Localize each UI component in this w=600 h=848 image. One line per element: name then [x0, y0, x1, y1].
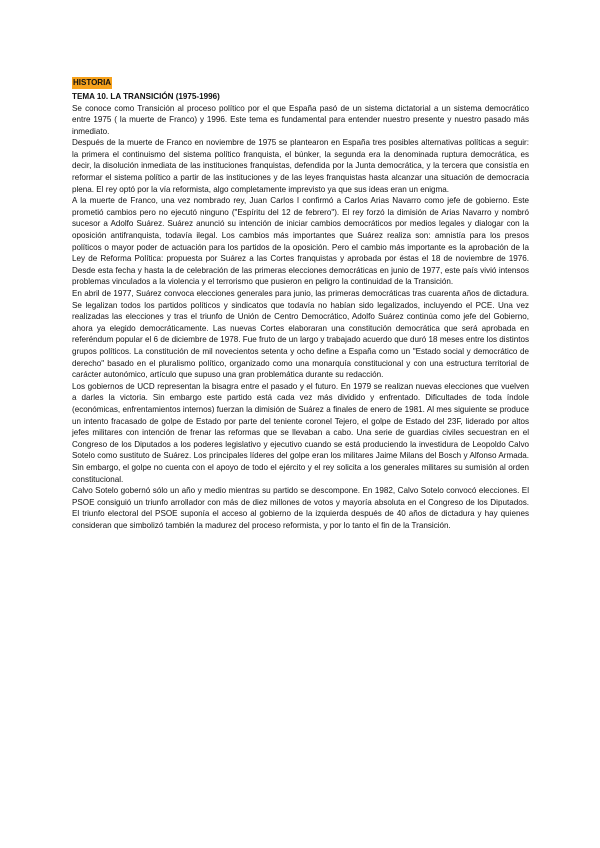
- paragraph-intro: Se conoce como Transición al proceso político por el que España pasó de un sistema dictatorial a un sistema democrático entre 1975 ( la muerte de Franco) y 1996. Este tema es fundamental para entender nuestro presente y nuestro pasado más inmediato.: [72, 103, 529, 136]
- paragraph-psoe: Calvo Sotelo gobernó sólo un año y medio mientras su partido se descompone. En 1982, Calvo Sotelo convocó elecciones. El PSOE consiguió un triunfo arrollador con más de diez millones de votos y mayoría absoluta en el Congreso de los Diputados. El triunfo electoral del PSOE suponía el acceso al gobierno de la izquierda después de 40 años de dictadura y hay quienes consideran que simbolizó también la madurez del proceso reformista, y por lo tanto el fin de la Transición.: [72, 486, 529, 530]
- paragraph-suarez: A la muerte de Franco, una vez nombrado rey, Juan Carlos I confirmó a Carlos Arias Navarro como jefe de gobierno. Este prometió cambios pero no ejecutó ninguno ("Espíritu del 12 de febrero"). El rey forzó la dimisión de Arias Navarro y nombró sucesor a Adolfo Suárez. Suárez anunció su intención de iniciar cambios democráticos por medios legales y dialogar con la oposición antifranquista, todavía ilegal. Los cambios más importantes que Suárez realiza son: amnistía para los presos políticos o mayor poder de actuación para los partidos de la oposición. Pero el cambio más importante es la aprobación de la Ley de Reforma Política: propuesta por Suárez a las Cortes franquistas y aprobada por éstas el 18 de noviembre de 1976. Desde esta fecha y hasta la de celebración de las primeras elecciones democráticas en junio de 1977, este país vivió intensos problemas vinculados a la violencia y el terrorismo que pusieron en peligro la continuidad de la Transición.: [72, 196, 529, 287]
- paragraph-constitution: En abril de 1977, Suárez convoca elecciones generales para junio, las primeras democráticas tras cuarenta años de dictadura. Se legalizan todos los partidos políticos y sindicatos que todavía no habían sido legalizados, incluyendo el PCE. Una vez realizadas las elecciones y tras el triunfo de Unión de Centro Democrático, Adolfo Suárez continúa como jefe del Gobierno, ahora ya elegido democráticamente. Las nuevas Cortes elaboraran una constitución democrática que será aprobada en referéndum popular el 6 de diciembre de 1978. Fue fruto de un largo y trabajado acuerdo que duró 18 meses entre los distintos grupos políticos. La constitución de mil novecientos setenta y ocho define a España como un "Estado social y democrático de derecho" basado en el pluralismo político, organizado como una monarquía constitucional y con una estructura territorial de carácter autonómico, artículo que supuso una gran problemática durante su redacción.: [72, 289, 529, 380]
- paragraph-ucd-governments: Los gobiernos de UCD representan la bisagra entre el pasado y el futuro. En 1979 se realizan nuevas elecciones que vuelven a darles la victoria. Sin embargo este partido está cada vez más dividido y enfrentado. Dificultades de toda índole (económicas, enfrentamientos internos) fuerzan la dimisión de Suárez a finales de enero de 1981. Al mes siguiente se produce un intento fracasado de golpe de Estado por parte del teniente coronel Tejero, el golpe de Estado del 23F, liderado por altos jefes militares con intención de frenar las reformas que se llevaban a cabo. Una serie de guardias civiles secuestran en el Congreso de los Diputados a los poderes legislativo y ejecutivo cuando se está produciendo la investidura de Leopoldo Calvo Sotelo como sustituto de Suárez. Los principales líderes del golpe eran los militares Jaime Milans del Bosch y Alfonso Armada. Sin embargo, el golpe no cuenta con el apoyo de todo el ejército y el rey solicita a los generales militares su sumisión al orden constitucional.: [72, 381, 529, 484]
- topic-title: TEMA 10. LA TRANSICIÓN (1975-1996): [72, 92, 220, 101]
- section-label-row: [72, 72, 529, 90]
- paragraph-alternatives: Después de la muerte de Franco en noviembre de 1975 se plantearon en España tres posibles alternativas políticas a seguir: la primera el continuismo del sistema político franquista, el búnker, la segunda era la denominada ruptura democrática, es decir, la disolución inmediata de las instituciones franquistas, defendida por la Junta democrática, y la tercera que consistía en reformar el sistema político a partir de las instituciones y de las leyes franquistas hasta alcanzar una situación de democracia plena. El rey optó por la vía reformista, algo completamente imprevisto ya que sus ideas eran un enigma.: [72, 138, 529, 194]
- section-label: HISTORIA: [73, 78, 112, 87]
